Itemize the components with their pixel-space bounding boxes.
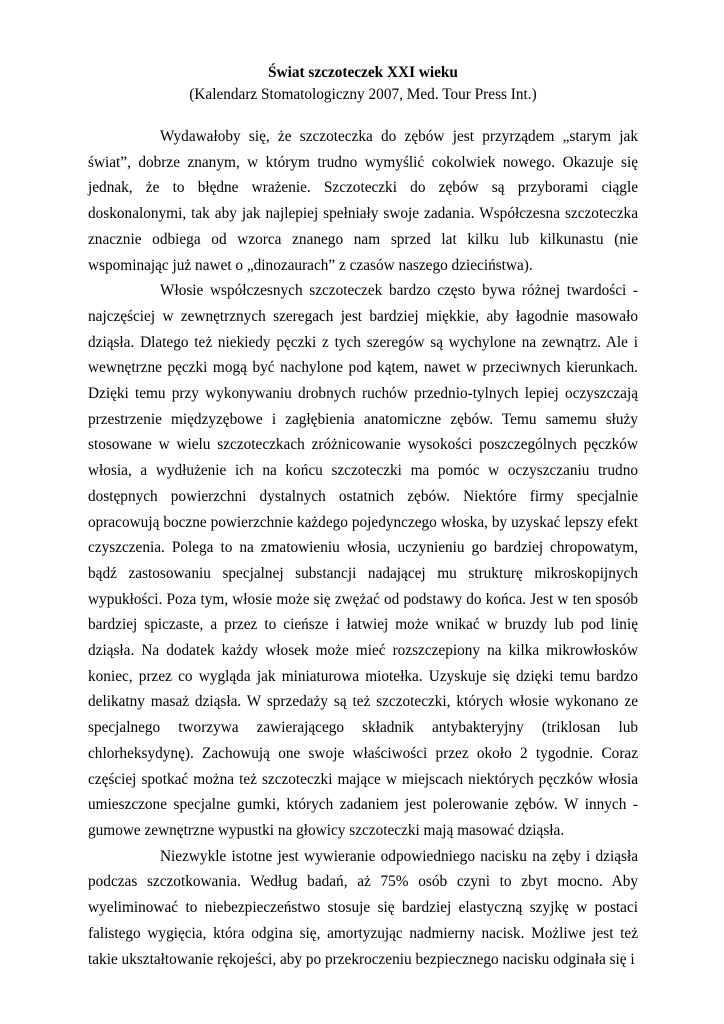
paragraph: Wydawałoby się, że szczoteczka do zębów jest przyrządem „starym jak świat”, dobrze znanym, w którym trudno wymyślić cokolwiek nowego. Okazuje się jednak, że to błędne wrażenie. Szczoteczki do zębów są przyborami ciągle doskonalonymi, tak aby jak najlepiej spełniały swoje zadania. Współczesna szczoteczka znacznie odbiega od wzorca znanego nam sprzed lat kilku lub kilkunastu (nie wspominając już nawet o „dinozaurach” z czasów naszego dzieciństwa).: [88, 128, 638, 274]
paragraph: Niezwykle istotne jest wywieranie odpowiedniego nacisku na zęby i dziąsła podczas szczotkowania. Według badań, aż 75% osób czyni to zbyt mocno. Aby wyeliminować to niebezpieczeństwo stosuje się bardziej elastyczną szyjkę w postaci falistego wygięcia, która odgina się, amortyzując nadmierny nacisk. Możliwe jest też takie ukształtowanie rękojeści, aby po przekroczeniu bezpiecznego nacisku odginała się i: [88, 847, 638, 968]
paragraph: Włosie współczesnych szczoteczek bardzo często bywa różnej twardości - najczęściej w zewnętrznych szeregach jest bardziej miękkie, aby łagodnie masowało dziąsła. Dlatego też niekiedy pęczki z tych szeregów są wychylone na zewnątrz. Ale i wewnętrzne pęczki mogą być nachylone pod kątem, nawet w przeciwnych kierunkach. Dzięki temu przy wykonywaniu drobnych ruchów przednio-tylnych lepiej oczyszczają przestrzenie międzyzębowe i zagłębienia anatomiczne zębów. Temu samemu służy stosowane w wielu szczoteczkach zróżnicowanie wysokości poszczególnych pęczków włosia, a wydłużenie ich na końcu szczoteczki ma pomóc w oczyszczaniu trudno dostępnych powierzchni dystalnych ostatnich zębów. Niektóre firmy specjalnie opracowują boczne powierzchnie każdego pojedynczego włoska, by uzyskać lepszy efekt czyszczenia. Polega to na zmatowieniu włosia, uczynieniu go bardziej chropowatym, bądź zastosowaniu specjalnej substancji nadającej mu strukturę mikroskopijnych wypukłości. Poza tym, włosie może się zwężać od podstawy do końca. Jest w ten sposób bardziej spiczaste, a przez to cieńsze i łatwiej może wnikać w bruzdy lub pod linię dziąsła. Na dodatek każdy włosek może mieć rozszczepiony na kilka mikrowłosków koniec, przez co wygląda jak miniaturowa miotełka. Uzyskuje się dzięki temu bardzo delikatny masaż dziąsła. W sprzedaży są też szczoteczki, których włosie wykonano ze specjalnego tworzywa zawierającego składnik antybakteryjny (triklosan lub chlorheksydynę). Zachowują one swoje właściwości przez około 2 tygodnie. Coraz częściej spotkać można też szczoteczki mające w miejscach niektórych pęczków włosia umieszczone specjalne gumki, których zadaniem jest polerowanie zębów. W innych - gumowe zewnętrzne wypustki na głowicy szczoteczki mają masować dziąsła.: [88, 282, 638, 839]
document-page: [88, 62, 638, 972]
document-subtitle: (Kalendarz Stomatologiczny 2007, Med. Tour Press Int.): [189, 86, 537, 103]
document-title: Świat szczoteczek XXI wieku: [268, 64, 458, 81]
